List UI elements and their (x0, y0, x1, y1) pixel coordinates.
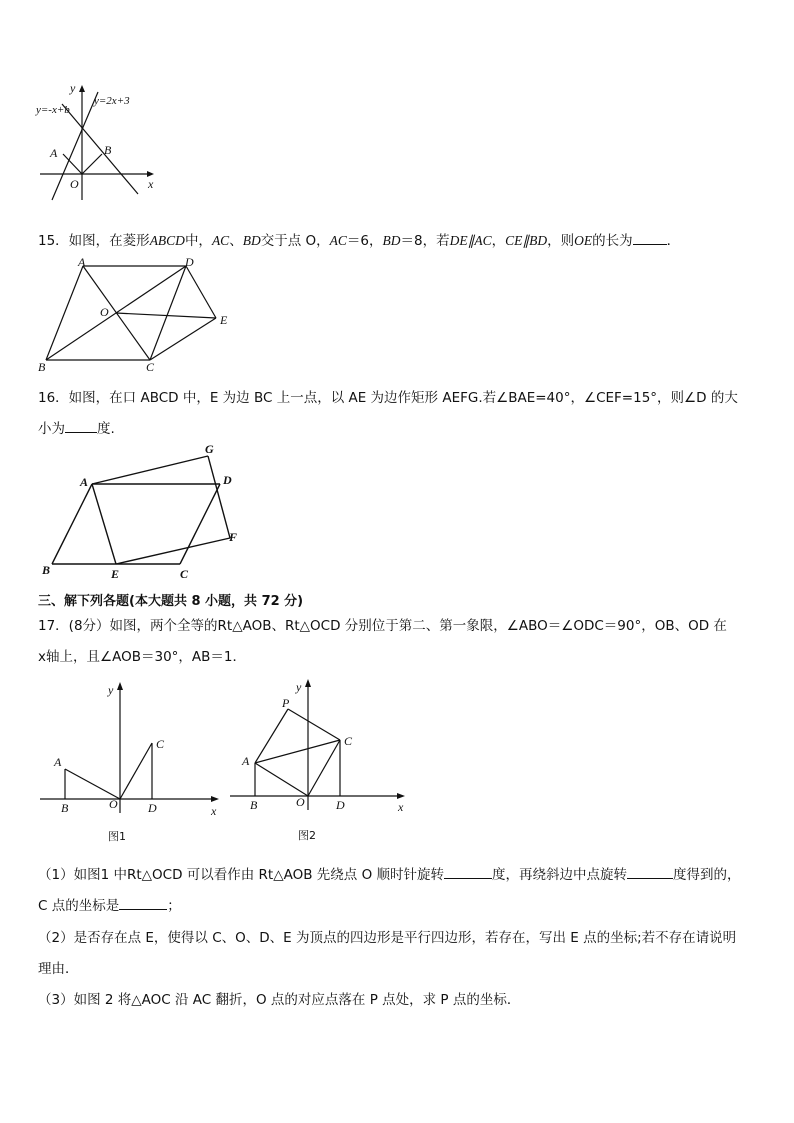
answer-blank-16[interactable] (65, 432, 97, 433)
figure-q14 (30, 82, 170, 207)
svg-text:P: P (282, 696, 290, 710)
svg-text:x: x (211, 804, 217, 818)
svg-text:x: x (398, 800, 404, 814)
label-d: D (223, 473, 232, 487)
question-17-line2: x轴上，且∠AOB＝30°，AB＝1． (38, 649, 246, 665)
question-17-part3: （3）如图 2 将△AOC 沿 AC 翻折，O 点的对应点落在 P 点处，求 P 点的坐标． (38, 992, 521, 1008)
label-a: A (80, 475, 89, 489)
svg-text:A: A (54, 755, 62, 769)
svg-text:C: C (344, 734, 353, 748)
label-b: B (104, 143, 112, 157)
label-g: G (205, 442, 214, 456)
svg-text:y: y (108, 683, 114, 697)
label-e: E (111, 567, 120, 581)
label-o: O (100, 305, 109, 319)
label-line1: y=-x+b (36, 104, 70, 116)
svg-text:y: y (296, 680, 302, 694)
answer-blank-17-1a[interactable] (444, 878, 492, 879)
segment-a-o (63, 154, 82, 174)
question-15: 15．如图，在菱形ABCD中，AC、BD交于点 O，AC＝6，BD＝8，若DE∥AC，CE∥BD，则OE的长为 ． (38, 233, 681, 249)
label-a: A (78, 255, 86, 269)
label-b: B (42, 563, 51, 577)
question-17-part1: （1）如图1 中Rt△OCD 可以看作由 Rt△AOB 先绕点 O 顺时针旋转 度，再绕斜边中点旋转 度得到的， (38, 867, 741, 883)
svg-text:O: O (296, 795, 305, 809)
question-16-line1: 16．如图，在口 ABCD 中，E 为边 BC 上一点，以 AE 为边作矩形 AEFG.若∠BAE=40°，∠CEF=15°，则∠D 的大 (38, 390, 738, 406)
question-17-part1-cont: C 点的坐标是 ； (38, 898, 181, 914)
label-e: E (220, 313, 228, 327)
figure-q15 (38, 256, 248, 374)
label-x: x (148, 177, 154, 191)
question-17-part2-cont: 理由． (38, 961, 79, 977)
question-17-line1: 17．(8分）如图，两个全等的Rt△AOB、Rt△OCD 分别位于第二、第一象限，∠ABO＝∠ODC＝90°，OB、OD 在 (38, 618, 727, 634)
segment-o-b (82, 154, 102, 174)
figure-q16 (40, 442, 255, 581)
label-c: C (180, 567, 189, 581)
label-o: O (70, 177, 79, 191)
question-17-part2: （2）是否存在点 E，使得以 C、O、D、E 为顶点的四边形是平行四边形，若存在，写出 E 点的坐标;若不存在请说明 (38, 930, 737, 946)
svg-text:C: C (156, 737, 165, 751)
section-heading: 三、解下列各题(本大题共 8 小题，共 72 分) (38, 594, 304, 609)
answer-blank-15[interactable] (633, 244, 667, 245)
label-line2: y=2x+3 (94, 95, 130, 107)
answer-blank-17-1b[interactable] (627, 878, 673, 879)
svg-text:B: B (61, 801, 69, 815)
answer-blank-17-1c[interactable] (119, 909, 167, 910)
label-c: C (146, 360, 155, 374)
caption-figure-1: 图1 (108, 830, 126, 843)
svg-text:B: B (250, 798, 258, 812)
svg-text:D: D (336, 798, 345, 812)
y-axis-arrow (79, 85, 85, 92)
svg-text:A: A (242, 754, 250, 768)
label-b: B (38, 360, 46, 374)
figure-q17-2 (228, 675, 418, 840)
svg-text:D: D (148, 801, 157, 815)
label-f: F (229, 530, 238, 544)
caption-figure-2: 图2 (298, 829, 316, 842)
figure-q17-1 (38, 678, 228, 843)
label-a: A (50, 146, 58, 160)
label-y: y (70, 81, 76, 95)
label-d: D (185, 255, 194, 269)
svg-text:O: O (109, 797, 118, 811)
question-16-line2: 小为 度. (38, 421, 115, 437)
